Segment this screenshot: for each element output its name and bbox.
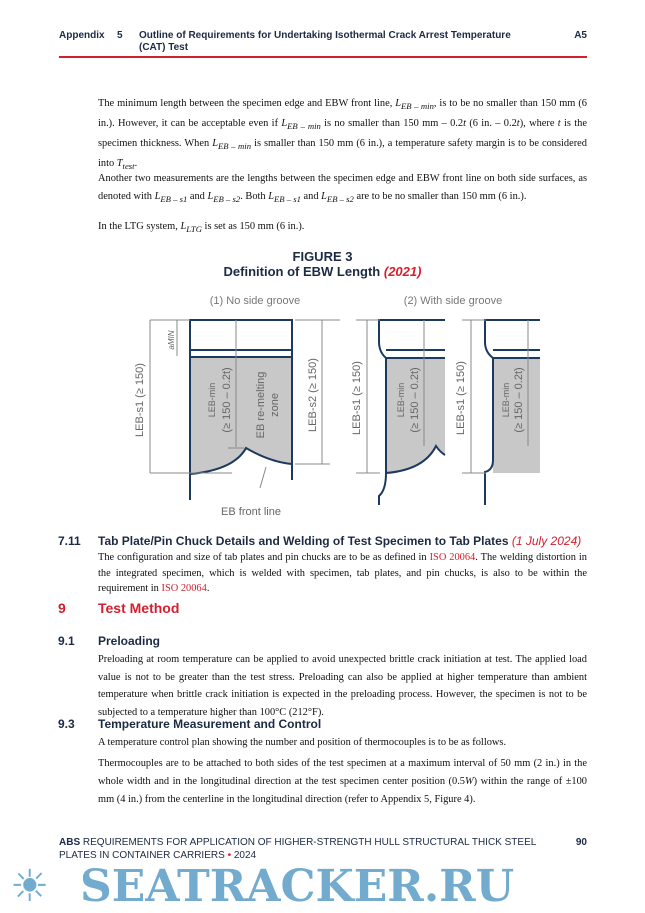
footer-abs: ABS: [59, 837, 81, 848]
label-leb-s1-3: LEB-s1 (≥ 150): [455, 361, 467, 435]
section-9-3-text-1: A temperature control plan showing the number and position of thermocouples is to be as follows.: [98, 737, 507, 748]
iso-link-2[interactable]: ISO 20064: [161, 583, 207, 594]
subtitle-side-groove: (2) With side groove: [403, 295, 503, 307]
paragraph-1: The minimum length between the specimen edge and EBW front line, $L_{EB - min}$, is to be no smaller than 150 mm (6 in.). However, it can be acceptable even if $L_{EB - min}$ is no smaller than 150 mm – 0.2t (6 in. – 0.2t), where t is the specimen thickness. When $L_{EB - min}$ is smaller than 150 mm (6 in.), a temperature safety margin is to be considered into $T_{test}$.: [98, 98, 587, 172]
section-9-title: Test Method: [98, 600, 180, 616]
section-9-3-number: 9.3: [58, 717, 75, 731]
section-9-1-text: Preloading at room temperature can be applied to avoid unexpected brittle crack initiation at test. The applied load value is not to be greater than the test stress. Preloading can also be applied at higher temperature than ambient temperature when brittle crack initiation is expected in the preloading process. However, the specimen is not to be subjected to a temperature higher than 100°C (212°F).: [98, 654, 587, 718]
page-number: 90: [575, 837, 587, 848]
section-9-3-title: Temperature Measurement and Control: [98, 717, 322, 731]
header-rule: [59, 56, 587, 58]
label-zone-1: EB re-melting: [255, 371, 267, 439]
section-7-11-text: The configuration and size of tab plates and pin chucks are to be as defined in ISO 20064. The welding distortion in the integrated specimen, which is welded with specimen, tab plates, and pin chucks, is also to be within the requirement in ISO 20064.: [98, 552, 587, 594]
watermark-logo: [10, 861, 635, 912]
footer-line-1: REQUIREMENTS FOR APPLICATION OF HIGHER-STRENGTH HULL STRUCTURAL THICK STEEL: [82, 837, 537, 848]
figure-label: FIGURE 3: [292, 249, 353, 264]
paragraph-2: Another two measurements are the lengths between the specimen edge and EBW front line on both side surfaces, as denoted with $L_{EB - s1}$ and $L_{EB - s2}$. Both $L_{EB - s1}$ and $L_{EB - s2}$ are to be no smaller than 150 mm (6 in.).: [98, 173, 587, 205]
watermark-text: SEATRACKER.RU: [80, 861, 515, 912]
subtitle-no-groove: (1) No side groove: [209, 295, 301, 307]
header-appendix: Appendix: [59, 30, 105, 41]
section-9-1-title: Preloading: [98, 634, 161, 648]
iso-link[interactable]: ISO 20064: [429, 552, 476, 563]
sun-icon: ☀: [10, 861, 50, 912]
header-code: A5: [574, 30, 587, 41]
section-9-number: 9: [58, 600, 66, 616]
footer-line-2: PLATES IN CONTAINER CARRIERS: [59, 850, 225, 861]
label-a-min: aMIN: [167, 330, 176, 350]
label-leb-min-2: LEB-min: [396, 382, 406, 418]
section-9-1-number: 9.1: [58, 634, 75, 648]
label-eb-front-line: EB front line: [221, 506, 281, 518]
label-ge150-02t: (≥ 150 – 0.2t): [221, 367, 233, 433]
page-footer: ABS REQUIREMENTS FOR APPLICATION OF HIGHER-STRENGTH HULL STRUCTURAL THICK STEEL PLATES IN CONTAINER CARRIERS • 2024 90: [59, 837, 587, 861]
label-leb-s1-2: LEB-s1 (≥ 150): [351, 361, 363, 435]
section-7-11-title: Tab Plate/Pin Chuck Details and Welding of Test Specimen to Tab Plates (1 July 2024): [98, 534, 582, 548]
paragraph-3: In the LTG system, $L_{LTG}$ is set as 150 mm (6 in.).: [98, 221, 305, 235]
label-ge150-02t-3: (≥ 150 – 0.2t): [513, 367, 525, 433]
label-leb-min-3: LEB-min: [501, 382, 511, 418]
figure-title: Definition of EBW Length (2021): [223, 264, 422, 279]
label-ge150-02t-2: (≥ 150 – 0.2t): [409, 367, 421, 433]
header-number: 5: [117, 30, 123, 41]
label-leb-s1: LEB-s1 (≥ 150): [134, 363, 146, 437]
section-9-3-text-2: Thermocouples are to be attached to both sides of the test specimen at a maximum interval of 50 mm (2 in.) in the whole width and in the longitudinal direction at the test specimen center position (0.5W) within the range of ±100 mm (4 in.) from the centerline in the longitudinal direction (refer to Appendix 5, Figure 4).: [98, 758, 587, 805]
label-leb-s2: LEB-s2 (≥ 150): [307, 358, 319, 432]
header-title: Outline of Requirements for Undertaking Isothermal Crack Arrest Temperature (CAT) Test: [139, 30, 511, 53]
label-zone-2: zone: [269, 393, 281, 417]
label-leb-min: LEB-min: [207, 382, 217, 418]
section-7-11-number: 7.11: [58, 534, 81, 548]
figure-3-diagram: [0, 290, 645, 520]
